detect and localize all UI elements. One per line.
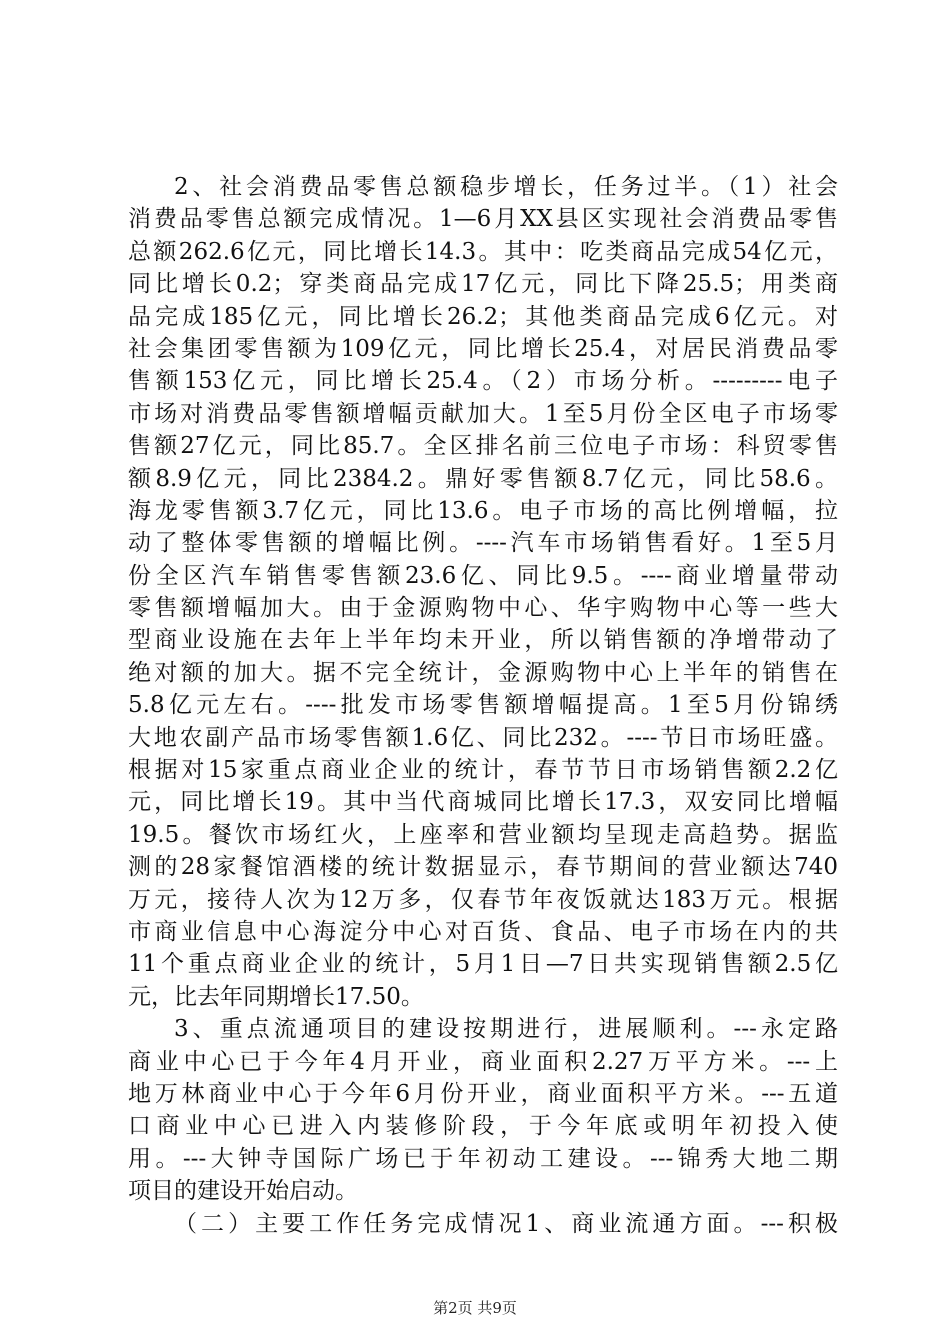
- paragraph-line: 零售额增幅加大。由于金源购物中心、华宇购物中心等一些大: [128, 595, 838, 622]
- paragraph-line: 5.8亿元左右。----批发市场零售额增幅提高。1至5月份锦绣: [128, 692, 838, 719]
- paragraph-line: 消费品零售总额完成情况。1—6月XX县区实现社会消费品零售: [128, 206, 838, 233]
- paragraph-line: 元，比去年同期增长17.50。: [128, 983, 424, 1010]
- paragraph-line: 地万林商业中心于今年6月份开业，商业面积平方米。---五道: [128, 1080, 838, 1107]
- paragraph-line: 动了整体零售额的增幅比例。----汽车市场销售看好。1至5月: [128, 530, 838, 557]
- document-body: [128, 171, 838, 1240]
- paragraph-line: 19.5。餐饮市场红火，上座率和营业额均呈现走高趋势。据监: [128, 821, 838, 848]
- paragraph-line: 型商业设施在去年上半年均未开业，所以销售额的净增带动了: [128, 627, 838, 654]
- paragraph-line: 社会集团零售额为109亿元，同比增长25.4，对居民消费品零: [128, 335, 838, 362]
- paragraph-line: 2、社会消费品零售总额稳步增长，任务过半。（1）社会: [174, 174, 838, 200]
- paragraph-line: 口商业中心已进入内装修阶段，于今年底或明年初投入使: [128, 1113, 838, 1140]
- paragraph-line: 万元，接待人次为12万多，仅春节年夜饭就达183万元。根据: [128, 886, 838, 913]
- paragraph-line: 元，同比增长19。其中当代商城同比增长17.3，双安同比增幅: [128, 789, 838, 816]
- paragraph-line: 根据对15家重点商业企业的统计，春节节日市场销售额2.2亿: [128, 757, 838, 784]
- paragraph-line: 绝对额的加大。据不完全统计，金源购物中心上半年的销售在: [128, 659, 838, 686]
- paragraph-line: 总额262.6亿元，同比增长14.3。其中：吃类商品完成54亿元，: [128, 238, 838, 265]
- paragraph-line: 商业中心已于今年4月开业，商业面积2.27万平方米。---上: [128, 1048, 838, 1075]
- paragraph-line: 大地农副产品市场零售额1.6亿、同比232。----节日市场旺盛。: [128, 724, 838, 751]
- paragraph-line: 海龙零售额3.7亿元，同比13.6。电子市场的高比例增幅，拉: [128, 497, 838, 524]
- paragraph-line: （二）主要工作任务完成情况1、商业流通方面。---积极: [174, 1210, 838, 1237]
- paragraph-line: 品完成185亿元，同比增长26.2；其他类商品完成6亿元。对: [128, 303, 838, 330]
- paragraph-line: 测的28家餐馆酒楼的统计数据显示，春节期间的营业额达740: [128, 854, 838, 881]
- page-number-footer: 第2页 共9页: [433, 1299, 517, 1317]
- paragraph-line: 3、重点流通项目的建设按期进行，进展顺利。---永定路: [174, 1016, 838, 1043]
- paragraph-line: 售额153亿元，同比增长25.4。（2）市场分析。---------电子: [128, 368, 838, 395]
- paragraph-line: 额8.9亿元，同比2384.2。鼎好零售额8.7亿元，同比58.6。: [128, 465, 838, 492]
- paragraph-line: 同比增长0.2；穿类商品完成17亿元，同比下降25.5；用类商: [128, 271, 838, 298]
- paragraph-line: 售额27亿元，同比85.7。全区排名前三位电子市场：科贸零售: [128, 433, 838, 460]
- paragraph-line: 11个重点商业企业的统计，5月1日—7日共实现销售额2.5亿: [128, 951, 838, 978]
- paragraph-line: 份全区汽车销售零售额23.6亿、同比9.5。----商业增量带动: [128, 562, 838, 589]
- paragraph-line: 市场对消费品零售额增幅贡献加大。1至5月份全区电子市场零: [128, 400, 838, 427]
- paragraph-line: 市商业信息中心海淀分中心对百货、食品、电子市场在内的共: [128, 918, 838, 945]
- paragraph-line: 项目的建设开始启动。: [128, 1178, 358, 1205]
- paragraph-line: 用。---大钟寺国际广场已于年初动工建设。---锦秀大地二期: [128, 1145, 838, 1172]
